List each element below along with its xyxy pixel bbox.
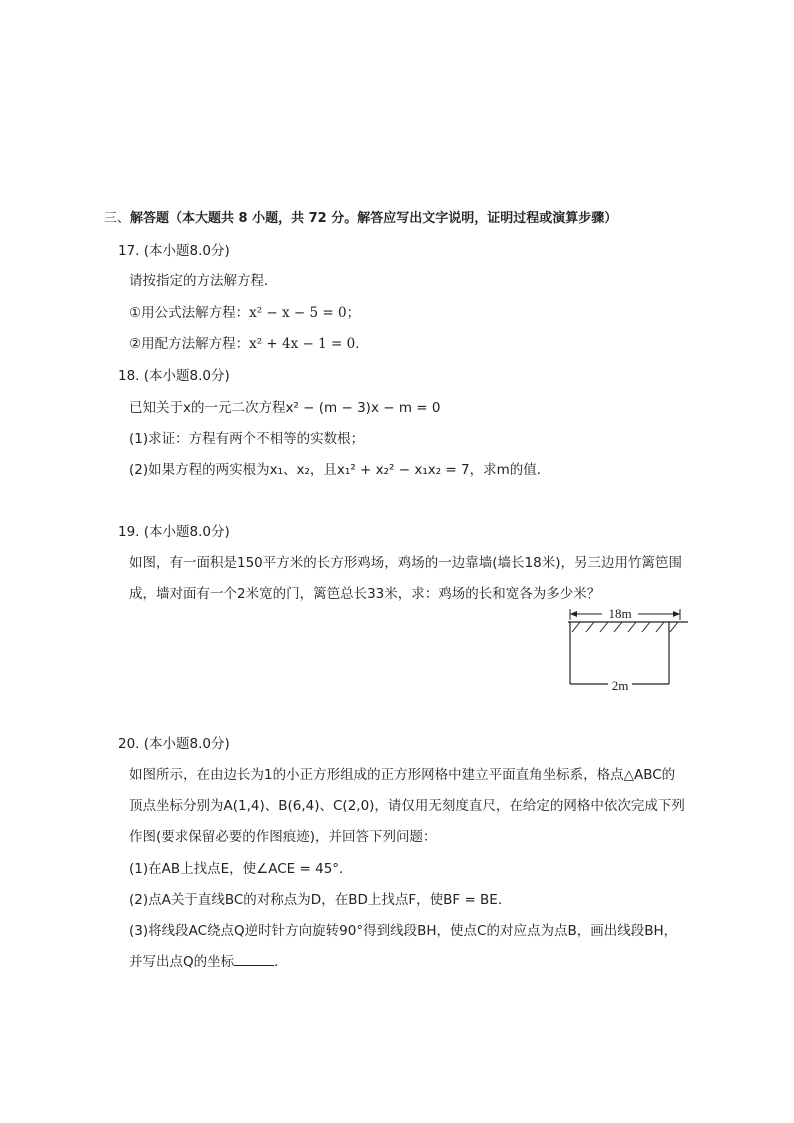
dimension-arrow-left xyxy=(570,611,577,617)
q19-chicken-farm-figure xyxy=(556,602,696,694)
q20-part2: (2)点A关于直线BC的对称点为D，在BD上找点F，使BF = BE． xyxy=(129,892,512,908)
q20-line3: 作图(要求保留必要的作图痕迹)，并回答下列问题： xyxy=(129,829,437,845)
q20-line2: 顶点坐标分别为A(1,4)、B(6,4)、C(2,0)，请仅用无刻度直尺，在给定的网格中依次完成下列 xyxy=(129,798,685,814)
q17-part1 xyxy=(129,301,360,321)
q20-part4-prefix: 并写出点Q的坐标 xyxy=(129,954,235,970)
q20-part1: (1)在AB上找点E，使∠ACE = 45°． xyxy=(129,861,353,877)
q17-part1-equation: x² − x − 5 = 0； xyxy=(249,305,361,321)
q20-part3: (3)将线段AC绕点Q逆时针方向旋转90°得到线段BH，使点C的对应点为点B，画出线段BH， xyxy=(129,923,678,939)
q20-line1: 如图所示，在由边长为1的小正方形组成的正方形网格中建立平面直角坐标系，格点△ABC的 xyxy=(129,767,676,783)
q18-part2: (2)如果方程的两实根为x₁、x₂，且x₁² + x₂² − x₁x₂ = 7，求m的值． xyxy=(129,462,551,478)
q19-line2: 成，墙对面有一个2米宽的门，篱笆总长33米，求：鸡场的长和宽各为多少米？ xyxy=(129,586,601,602)
q18-part1: (1)求证：方程有两个不相等的实数根； xyxy=(129,431,365,447)
section-title: 解答题（本大题共 8 小题，共 72 分。解答应写出文字说明，证明过程或演算步骤） xyxy=(130,211,618,226)
q17-part2 xyxy=(129,332,369,352)
q17-part1-label: ①用公式法解方程： xyxy=(129,305,250,321)
wall-hatching xyxy=(572,622,678,632)
q18-header: 18. (本小题8.0分) xyxy=(118,368,230,384)
q19-header: 19. (本小题8.0分) xyxy=(118,524,230,540)
q20-header: 20. (本小题8.0分) xyxy=(118,736,230,752)
q17-intro: 请按指定的方法解方程． xyxy=(129,273,278,289)
q18-stem: 已知关于x的一元二次方程x² − (m − 3)x − m = 0 xyxy=(129,400,441,416)
q20-part4-suffix: ． xyxy=(274,954,288,970)
answer-blank[interactable] xyxy=(234,953,274,966)
q17-part2-equation: x² + 4x − 1 = 0． xyxy=(249,336,369,352)
section-prefix: 三、 xyxy=(104,211,131,226)
q17-header: 17. (本小题8.0分) xyxy=(118,243,230,259)
dimension-arrow-right xyxy=(673,611,680,617)
q19-line1: 如图，有一面积是150平方米的长方形鸡场，鸡场的一边靠墙(墙长18米)，另三边用竹篱笆围 xyxy=(129,555,682,571)
q20-part4 xyxy=(129,950,288,970)
section-heading xyxy=(104,207,617,226)
q17-part2-label: ②用配方法解方程： xyxy=(129,336,250,352)
wall-length-label: 18m xyxy=(608,606,632,621)
door-width-label: 2m xyxy=(611,678,629,693)
